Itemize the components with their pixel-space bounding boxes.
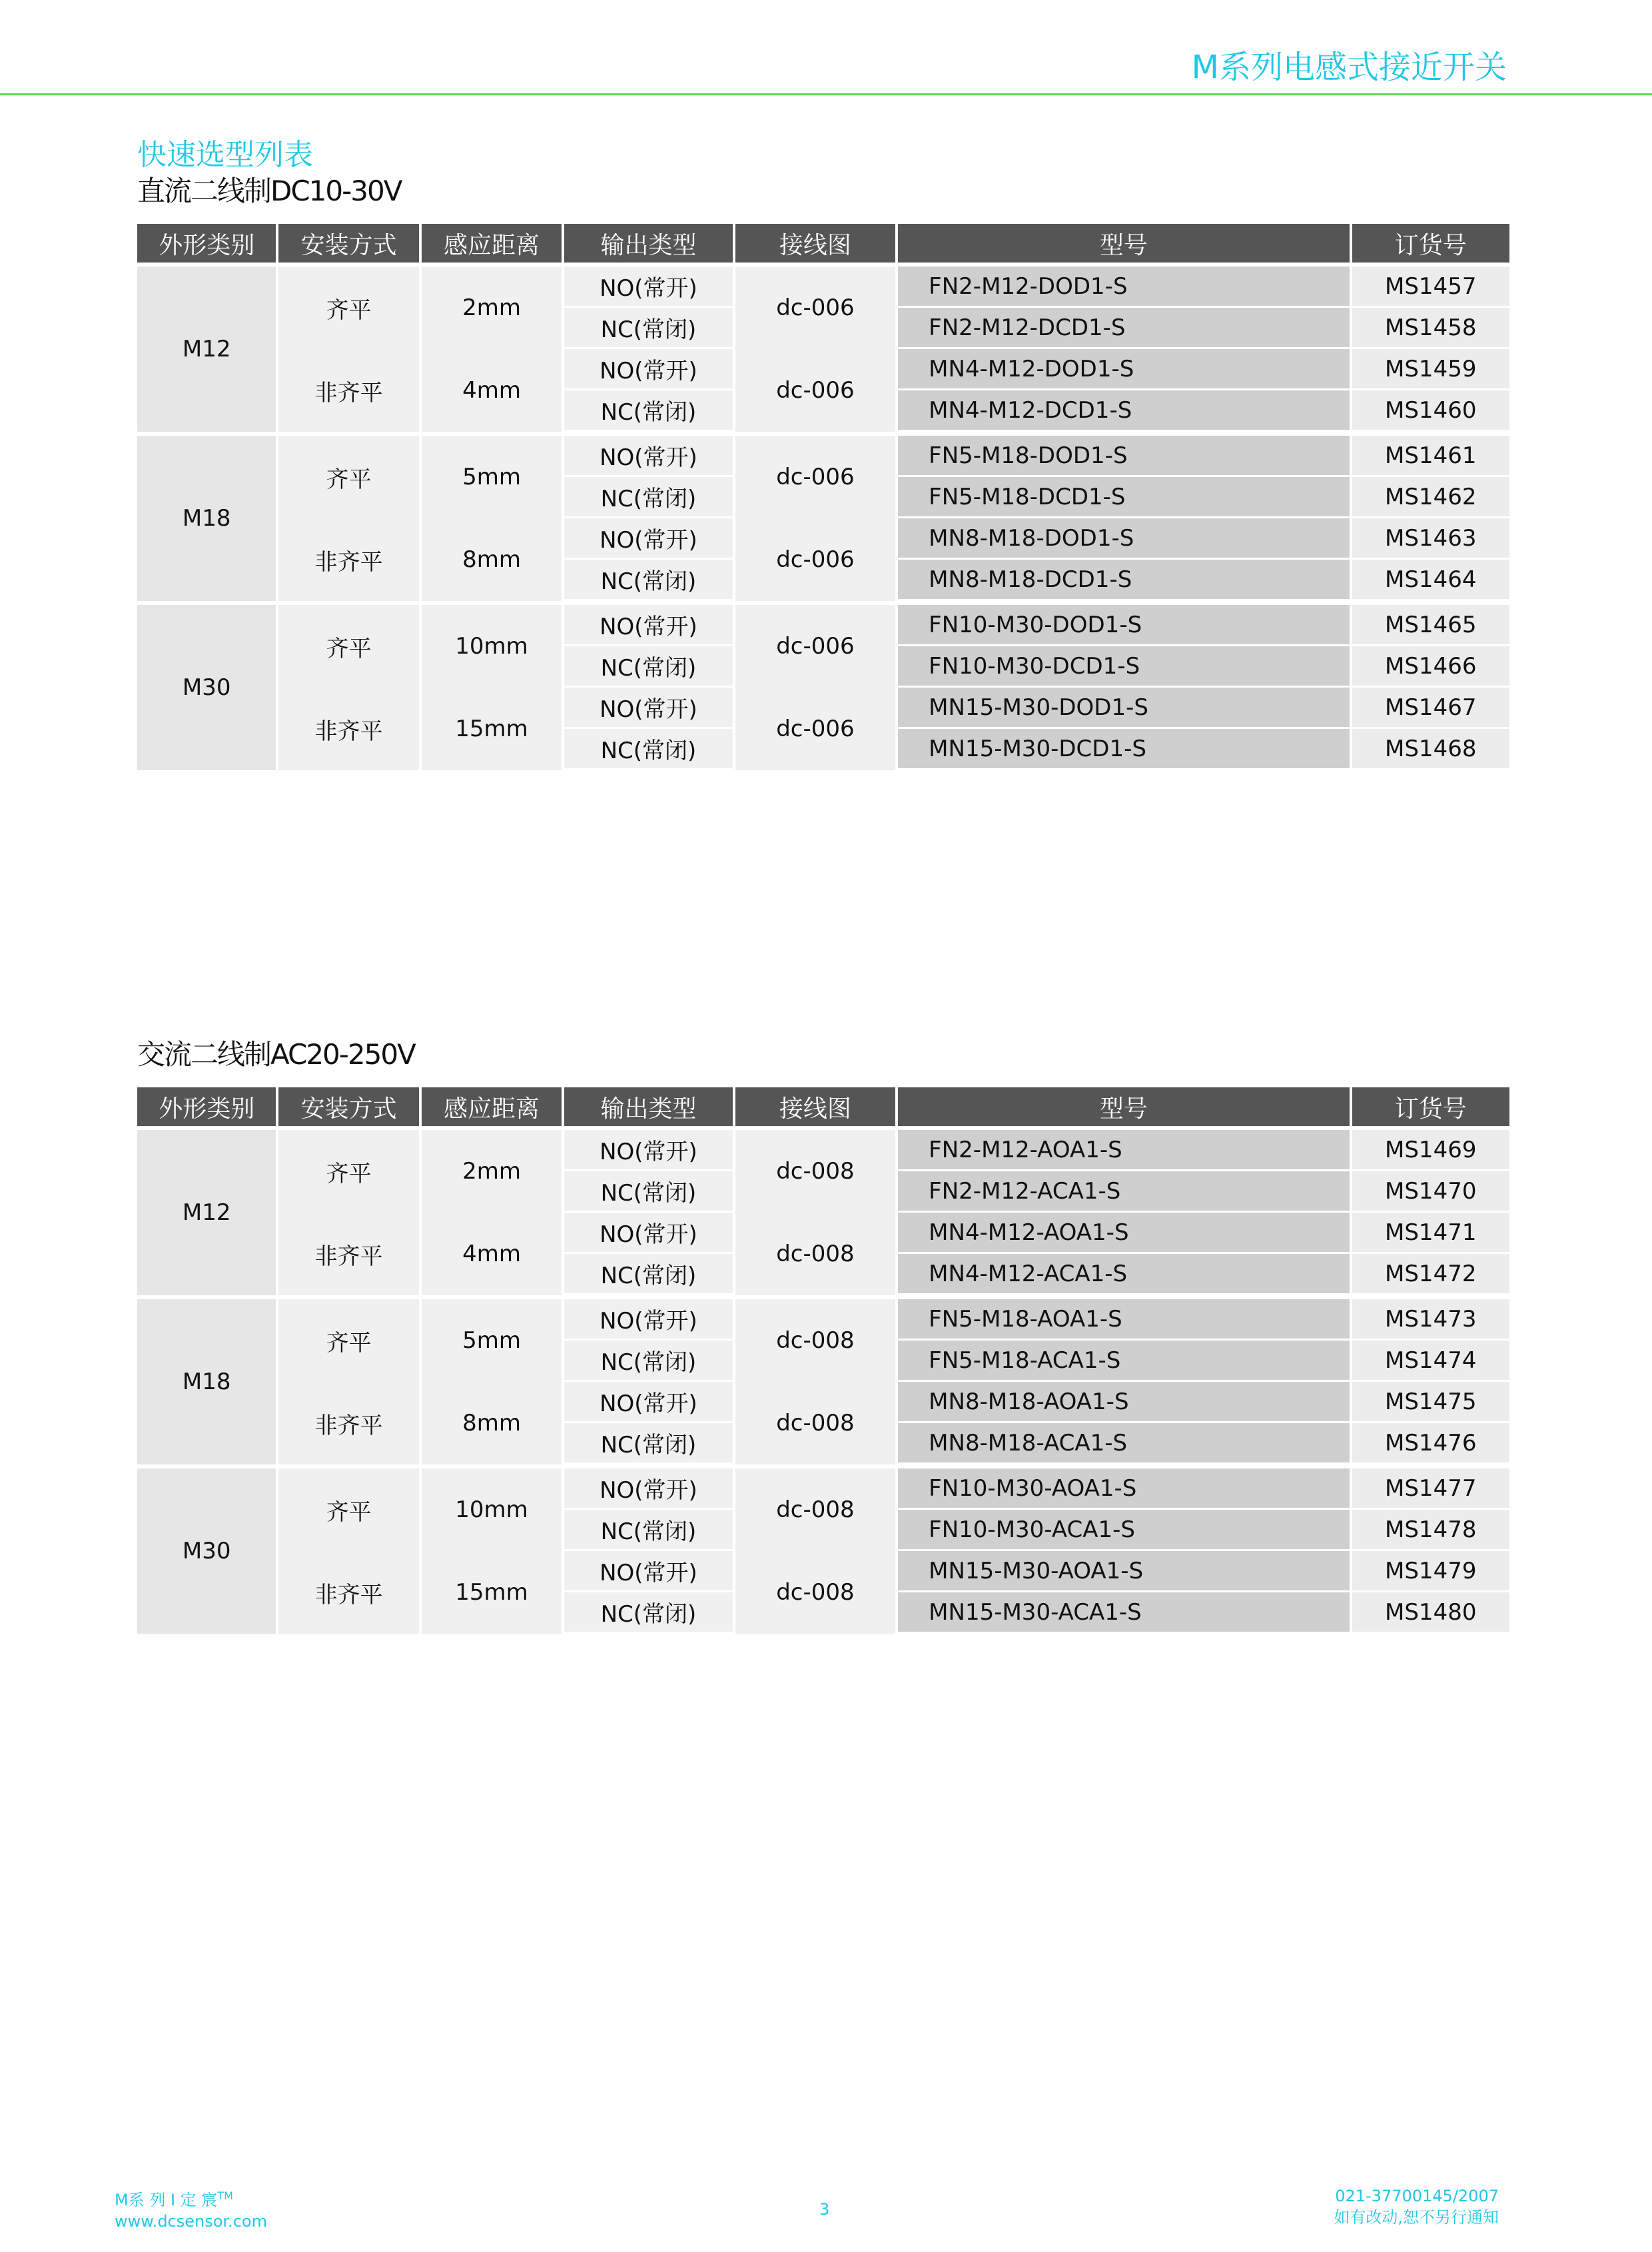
order-number-cell: MS1479 (1352, 1551, 1510, 1592)
shape-cell: M18 (137, 436, 276, 601)
ac-selection-table (135, 1087, 1512, 1634)
distance-cell: 10mm (422, 1468, 562, 1551)
model-cell: MN15-M30-DOD1-S (898, 688, 1349, 729)
model-cell: FN5-M18-DCD1-S (898, 477, 1349, 518)
output-cell: NC(常闭) (564, 1171, 732, 1213)
footer-series: M系 列 I 定 宸 (115, 2191, 218, 2209)
mount-cell: 齐平 (278, 436, 418, 518)
output-cell: NO(常开) (564, 1213, 732, 1254)
model-cell: FN2-M12-DOD1-S (898, 267, 1349, 308)
shape-cell: M12 (137, 267, 276, 432)
order-number-cell: MS1466 (1352, 646, 1510, 688)
table-row (137, 1213, 1509, 1254)
output-cell: NO(常开) (564, 518, 732, 560)
model-cell: MN8-M18-AOA1-S (898, 1382, 1349, 1423)
table-header-row (137, 224, 1509, 263)
distance-cell: 2mm (422, 267, 562, 349)
wiring-cell: dc-006 (735, 267, 895, 349)
column-header: 感应距离 (422, 224, 562, 263)
order-number-cell: MS1458 (1352, 308, 1510, 349)
output-cell: NO(常开) (564, 436, 732, 477)
trademark-mark: TM (217, 2189, 233, 2202)
order-number-cell: MS1465 (1352, 605, 1510, 646)
output-cell: NO(常开) (564, 605, 732, 646)
output-cell: NO(常开) (564, 1551, 732, 1592)
table-row (137, 1468, 1509, 1510)
order-number-cell: MS1459 (1352, 349, 1510, 390)
column-header: 外形类别 (137, 1087, 276, 1126)
mount-cell: 齐平 (278, 267, 418, 349)
footer-brand (115, 2185, 267, 2232)
output-cell: NO(常开) (564, 349, 732, 390)
table-row (137, 1299, 1509, 1341)
output-cell: NO(常开) (564, 267, 732, 308)
order-number-cell: MS1462 (1352, 477, 1510, 518)
order-number-cell: MS1464 (1352, 560, 1510, 601)
model-cell: MN8-M18-ACA1-S (898, 1423, 1349, 1464)
column-header: 安装方式 (278, 1087, 418, 1126)
mount-cell: 非齐平 (278, 1382, 418, 1464)
table-row (137, 349, 1509, 390)
model-cell: MN15-M30-DCD1-S (898, 729, 1349, 770)
dc-table-subtitle: 直流二线制DC10-30V (137, 175, 402, 207)
output-cell: NC(常闭) (564, 1254, 732, 1295)
column-header: 接线图 (735, 224, 895, 263)
order-number-cell: MS1469 (1352, 1130, 1510, 1171)
model-cell: FN10-M30-AOA1-S (898, 1468, 1349, 1510)
footer-contact (1334, 2185, 1499, 2228)
order-number-cell: MS1473 (1352, 1299, 1510, 1341)
output-cell: NC(常闭) (564, 1592, 732, 1634)
model-cell: FN10-M30-DCD1-S (898, 646, 1349, 688)
output-cell: NO(常开) (564, 1299, 732, 1341)
model-cell: FN5-M18-AOA1-S (898, 1299, 1349, 1341)
distance-cell: 15mm (422, 688, 562, 770)
table-header-row (137, 1087, 1509, 1126)
wiring-cell: dc-006 (735, 349, 895, 432)
order-number-cell: MS1457 (1352, 267, 1510, 308)
footer-notice: 如有改动,恕不另行通知 (1334, 2208, 1499, 2227)
mount-cell: 非齐平 (278, 1551, 418, 1634)
model-cell: FN5-M18-ACA1-S (898, 1341, 1349, 1382)
table-row (137, 1551, 1509, 1592)
table-row (137, 688, 1509, 729)
output-cell: NC(常闭) (564, 308, 732, 349)
order-number-cell: MS1470 (1352, 1171, 1510, 1213)
order-number-cell: MS1467 (1352, 688, 1510, 729)
mount-cell: 非齐平 (278, 688, 418, 770)
table-row (137, 436, 1509, 477)
distance-cell: 4mm (422, 1213, 562, 1295)
section-title: 快速选型列表 (137, 138, 313, 172)
header-divider (0, 93, 1652, 95)
model-cell: MN4-M12-AOA1-S (898, 1213, 1349, 1254)
column-header: 安装方式 (278, 224, 418, 263)
footer-website[interactable]: www.dcsensor.com (115, 2212, 267, 2231)
output-cell: NC(常闭) (564, 729, 732, 770)
output-cell: NC(常闭) (564, 390, 732, 432)
wiring-cell: dc-008 (735, 1468, 895, 1551)
model-cell: MN4-M12-DCD1-S (898, 390, 1349, 432)
model-cell: MN15-M30-ACA1-S (898, 1592, 1349, 1634)
order-number-cell: MS1460 (1352, 390, 1510, 432)
wiring-cell: dc-008 (735, 1551, 895, 1634)
output-cell: NC(常闭) (564, 560, 732, 601)
order-number-cell: MS1472 (1352, 1254, 1510, 1295)
column-header: 订货号 (1352, 1087, 1510, 1126)
order-number-cell: MS1461 (1352, 436, 1510, 477)
mount-cell: 非齐平 (278, 349, 418, 432)
output-cell: NC(常闭) (564, 1423, 732, 1464)
column-header: 接线图 (735, 1087, 895, 1126)
wiring-cell: dc-008 (735, 1299, 895, 1382)
table-row (137, 605, 1509, 646)
mount-cell: 齐平 (278, 1299, 418, 1382)
wiring-cell: dc-006 (735, 688, 895, 770)
order-number-cell: MS1475 (1352, 1382, 1510, 1423)
model-cell: FN10-M30-DOD1-S (898, 605, 1349, 646)
wiring-cell: dc-006 (735, 436, 895, 518)
order-number-cell: MS1478 (1352, 1510, 1510, 1551)
distance-cell: 2mm (422, 1130, 562, 1213)
model-cell: MN4-M12-ACA1-S (898, 1254, 1349, 1295)
order-number-cell: MS1480 (1352, 1592, 1510, 1634)
column-header: 外形类别 (137, 224, 276, 263)
distance-cell: 8mm (422, 1382, 562, 1464)
model-cell: FN2-M12-DCD1-S (898, 308, 1349, 349)
column-header: 感应距离 (422, 1087, 562, 1126)
output-cell: NO(常开) (564, 1468, 732, 1510)
distance-cell: 4mm (422, 349, 562, 432)
mount-cell: 齐平 (278, 605, 418, 688)
mount-cell: 非齐平 (278, 518, 418, 601)
wiring-cell: dc-006 (735, 518, 895, 601)
wiring-cell: dc-008 (735, 1213, 895, 1295)
column-header: 型号 (898, 224, 1349, 263)
wiring-cell: dc-006 (735, 605, 895, 688)
page-header-title: M系列电感式接近开关 (1191, 49, 1507, 86)
table-row (137, 267, 1509, 308)
model-cell: MN4-M12-DOD1-S (898, 349, 1349, 390)
model-cell: FN2-M12-ACA1-S (898, 1171, 1349, 1213)
mount-cell: 齐平 (278, 1468, 418, 1551)
page-number: 3 (819, 2200, 830, 2219)
model-cell: FN2-M12-AOA1-S (898, 1130, 1349, 1171)
distance-cell: 5mm (422, 1299, 562, 1382)
output-cell: NO(常开) (564, 1382, 732, 1423)
output-cell: NO(常开) (564, 1130, 732, 1171)
order-number-cell: MS1477 (1352, 1468, 1510, 1510)
ac-table-subtitle: 交流二线制AC20-250V (137, 1038, 415, 1071)
mount-cell: 非齐平 (278, 1213, 418, 1295)
distance-cell: 10mm (422, 605, 562, 688)
table-row (137, 1382, 1509, 1423)
column-header: 订货号 (1352, 224, 1510, 263)
order-number-cell: MS1471 (1352, 1213, 1510, 1254)
output-cell: NO(常开) (564, 688, 732, 729)
shape-cell: M30 (137, 605, 276, 770)
output-cell: NC(常闭) (564, 477, 732, 518)
wiring-cell: dc-008 (735, 1130, 895, 1213)
model-cell: MN15-M30-AOA1-S (898, 1551, 1349, 1592)
column-header: 输出类型 (564, 224, 732, 263)
distance-cell: 5mm (422, 436, 562, 518)
output-cell: NC(常闭) (564, 1341, 732, 1382)
shape-cell: M30 (137, 1468, 276, 1634)
order-number-cell: MS1474 (1352, 1341, 1510, 1382)
shape-cell: M12 (137, 1130, 276, 1295)
model-cell: FN10-M30-ACA1-S (898, 1510, 1349, 1551)
table-row (137, 1130, 1509, 1171)
column-header: 输出类型 (564, 1087, 732, 1126)
footer-phone: 021-37700145/2007 (1335, 2187, 1499, 2205)
distance-cell: 15mm (422, 1551, 562, 1634)
output-cell: NC(常闭) (564, 1510, 732, 1551)
model-cell: FN5-M18-DOD1-S (898, 436, 1349, 477)
table-row (137, 518, 1509, 560)
order-number-cell: MS1463 (1352, 518, 1510, 560)
dc-selection-table (135, 224, 1512, 770)
mount-cell: 齐平 (278, 1130, 418, 1213)
column-header: 型号 (898, 1087, 1349, 1126)
output-cell: NC(常闭) (564, 646, 732, 688)
wiring-cell: dc-008 (735, 1382, 895, 1464)
distance-cell: 8mm (422, 518, 562, 601)
model-cell: MN8-M18-DOD1-S (898, 518, 1349, 560)
shape-cell: M18 (137, 1299, 276, 1464)
order-number-cell: MS1476 (1352, 1423, 1510, 1464)
order-number-cell: MS1468 (1352, 729, 1510, 770)
model-cell: MN8-M18-DCD1-S (898, 560, 1349, 601)
